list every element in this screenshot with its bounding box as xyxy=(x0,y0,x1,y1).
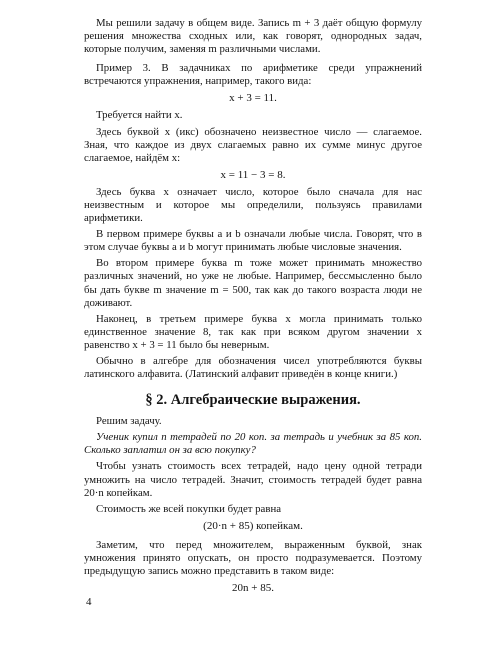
paragraph-solve-task: Решим задачу. xyxy=(96,415,162,428)
paragraph-first-example: В первом примере буквы a и b означали любые числа. Говорят, что в этом случае буквы a и b могут принимать любые числовые значения. xyxy=(84,228,422,254)
equation-20n-plus-85: 20n + 85. xyxy=(232,582,274,595)
paragraph-general-formula: Мы решили задачу в общем виде. Запись m + 3 даёт общую формулу решения множества сходных или, как говорят, однородных задач, которые получим, заменяя m различными числами. xyxy=(84,17,422,56)
paragraph-x-meaning: Здесь буква x означает число, которое было сначала для нас неизвестным и которое мы определили, пользуясь правилами арифметики. xyxy=(84,185,422,225)
text-column xyxy=(84,17,422,599)
paragraph-omit-multiplication: Заметим, что перед множителем, выраженным буквой, знак умножения принято опускать, он просто подразумевается. Поэтому предыдущую запись можно представить в таком виде: xyxy=(84,538,422,577)
paragraph-find-x: Требуется найти x. xyxy=(96,109,183,122)
paragraph-notebook-cost: Чтобы узнать стоимость всех тетрадей, надо цену одной тетради умножить на число тетрадей. Значит, стоимость тетрадей будет равна 20·n копейкам. xyxy=(84,460,422,499)
paragraph-third-example: Наконец, в третьем примере буква x могла принимать только единственное значение 8, так как при всяком другом значении x равенство x + 3 = 11 было бы неверным. xyxy=(84,312,422,351)
paragraph-second-example: Во втором примере буква m тоже может принимать множество различных значений, но уже не любые. Например, бессмысленно было бы дать букве m значение m = 500, так как до такого возраста люди не доживают. xyxy=(84,257,422,309)
paragraph-example-3: Пример 3. В задачниках по арифметике среди упражнений встречаются упражнения, например, такого вида: xyxy=(84,62,422,88)
paragraph-task-statement: Ученик купил n тетрадей по 20 коп. за тетрадь и учебник за 85 коп. Сколько заплатил он за всю покупку? xyxy=(84,431,422,457)
page-number: 4 xyxy=(86,596,92,608)
equation-x-plus-3: x + 3 = 11. xyxy=(229,92,277,105)
paragraph-latin-alphabet: Обычно в алгебре для обозначения чисел употребляются буквы латинского алфавита. (Латинский алфавит приведён в конце книги.) xyxy=(84,354,422,381)
section-heading: § 2. Алгебраические выражения. xyxy=(145,392,361,409)
paragraph-total-cost: Стоимость же всей покупки будет равна xyxy=(96,502,282,515)
paragraph-unknown-addend: Здесь буквой x (икс) обозначено неизвестное число — слагаемое. Зная, что каждое из двух слагаемых равно их сумме минус другое слагаемое, найдём x: xyxy=(84,125,422,164)
equation-total-cost: (20·n + 85) копейкам. xyxy=(203,519,303,532)
equation-x-solution: x = 11 − 3 = 8. xyxy=(220,168,286,181)
